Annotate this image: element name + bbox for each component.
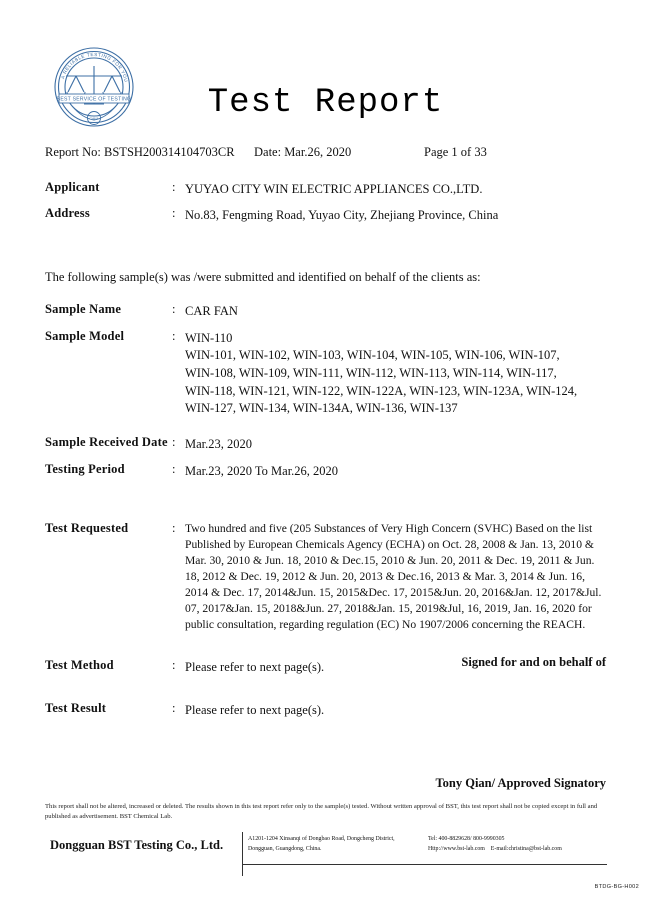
test-requested-label: Test Requested	[45, 521, 129, 536]
sample-model-colon: :	[172, 329, 176, 343]
report-date: Date: Mar.26, 2020	[254, 145, 352, 159]
disclaimer-text: This report shall not be altered, increased or deleted. The results shown in this test report refer only to the sample(s) tested. Without written approval of BST, this test report shall not be copied except in full and published as advertisement. BST Chemical Lab.	[45, 803, 598, 820]
test-method-colon: :	[172, 658, 176, 673]
document-header	[0, 0, 651, 140]
footer-email[interactable]: E-mail:christina@bst-lab.com	[490, 846, 562, 853]
footer-tel: Tel: 400-8829628/ 800-9990305	[428, 836, 505, 842]
seal-ring-text: A RELIABLE TESTING FOR YOU	[60, 51, 129, 83]
sample-model-line-2: WIN-108, WIN-109, WIN-111, WIN-112, WIN-113, WIN-114, WIN-117,	[185, 365, 557, 380]
footer-address-line-2: Dongguan, Guangdong, China.	[248, 846, 322, 853]
test-requested-colon: :	[172, 521, 176, 536]
applicant-label: Applicant	[45, 180, 100, 194]
signed-for-text: Signed for and on behalf of	[461, 655, 606, 669]
sample-model-line-4: WIN-127, WIN-134, WIN-134A, WIN-136, WIN-137	[185, 401, 458, 416]
received-date-colon: :	[172, 435, 176, 450]
test-result-value: Please refer to next page(s).	[185, 703, 325, 718]
field-test-result	[0, 701, 651, 728]
seal-center-mark: CHINA	[89, 116, 99, 121]
field-sample-model	[0, 329, 651, 418]
footer-vertical-divider	[242, 832, 243, 876]
address-value: No.83, Fengming Road, Yuyao City, Zhejiang Province, China	[185, 208, 499, 222]
test-result-label: Test Result	[45, 701, 107, 716]
field-address	[0, 206, 651, 232]
sample-name-colon: :	[172, 302, 176, 316]
submission-intro-line: The following sample(s) was /were submitted and identified on behalf of the clients as:	[45, 270, 481, 284]
footer-company-name: Dongguan BST Testing Co., Ltd.	[50, 838, 224, 852]
test-method-label: Test Method	[45, 658, 114, 673]
field-sample-name	[0, 302, 651, 329]
seal-banner-text: BEST SERVICE OF TESTING	[56, 96, 132, 103]
received-date-label: Sample Received Date	[45, 435, 168, 450]
footer-address-line-1: A1201-1204 Xinsanqi of Dongbao Road, Dongcheng District,	[248, 836, 395, 842]
received-date-value: Mar.23, 2020	[185, 437, 253, 452]
testing-period-label: Testing Period	[45, 462, 125, 477]
report-meta-row	[0, 145, 651, 165]
page-title: Test Report	[207, 84, 444, 122]
field-test-requested	[0, 521, 651, 633]
field-testing-period	[0, 462, 651, 489]
footer-contact	[428, 834, 628, 855]
sample-name-value: CAR FAN	[185, 304, 238, 318]
footer-website[interactable]: Http://www.bst-lab.com	[428, 846, 485, 853]
applicant-colon: :	[172, 180, 176, 194]
address-colon: :	[172, 206, 176, 220]
applicant-value: YUYAO CITY WIN ELECTRIC APPLIANCES CO.,LTD.	[185, 182, 483, 196]
address-label: Address	[45, 206, 90, 220]
test-method-value: Please refer to next page(s).	[185, 660, 325, 675]
sample-model-line-3: WIN-118, WIN-121, WIN-122, WIN-122A, WIN-123, WIN-123A, WIN-124,	[185, 383, 578, 398]
field-received-date	[0, 435, 651, 462]
footer-address	[248, 834, 428, 855]
field-applicant	[0, 180, 651, 206]
testing-period-colon: :	[172, 462, 176, 477]
report-number: Report No: BSTSH200314104703CR	[45, 145, 235, 159]
report-body	[0, 180, 651, 728]
sample-model-value: WIN-110	[185, 331, 233, 345]
page-indicator: Page 1 of 33	[424, 145, 487, 159]
approved-signatory: Tony Qian/ Approved Signatory	[435, 776, 606, 790]
sample-name-label: Sample Name	[45, 302, 122, 316]
footer-horizontal-divider	[242, 864, 607, 865]
document-form-code: BTDG-BG-H002	[594, 884, 639, 890]
sample-model-label: Sample Model	[45, 329, 125, 343]
test-result-colon: :	[172, 701, 176, 716]
document-footer	[0, 832, 651, 882]
sample-model-line-1: WIN-101, WIN-102, WIN-103, WIN-104, WIN-105, WIN-106, WIN-107,	[185, 348, 560, 363]
test-requested-value: Two hundred and five (205 Substances of Very High Concern (SVHC) Based on the list Published by European Chemicals Agency (ECHA) on Oct. 28, 2008 & Jan. 13, 2010 & Mar. 30, 2010 & Jun. 18, 2010 & Dec.15, 2010 & Jun. 20, 2011 & Dec. 19, 2011 & Jun. 18, 2012 & Dec. 19, 2012 & Jun. 20, 2013 & Dec.16, 2013 & Mar. 3, 2014 & Jun. 16, 2014 & Dec. 17, 2014&Jun. 15, 2015&Dec. 17, 2015&Jun. 20, 2016&Jan. 12, 2017&Jul. 07, 2017&Jan. 15, 2018&Jun. 27, 2018&Jan. 15, 2019&Jul, 16, 2019, Jan. 16, 2020 for public consultation, regarding regulation (EC) No 1907/2006 concerning the REACH.	[185, 522, 602, 632]
testing-period-value: Mar.23, 2020 To Mar.26, 2020	[185, 464, 339, 479]
